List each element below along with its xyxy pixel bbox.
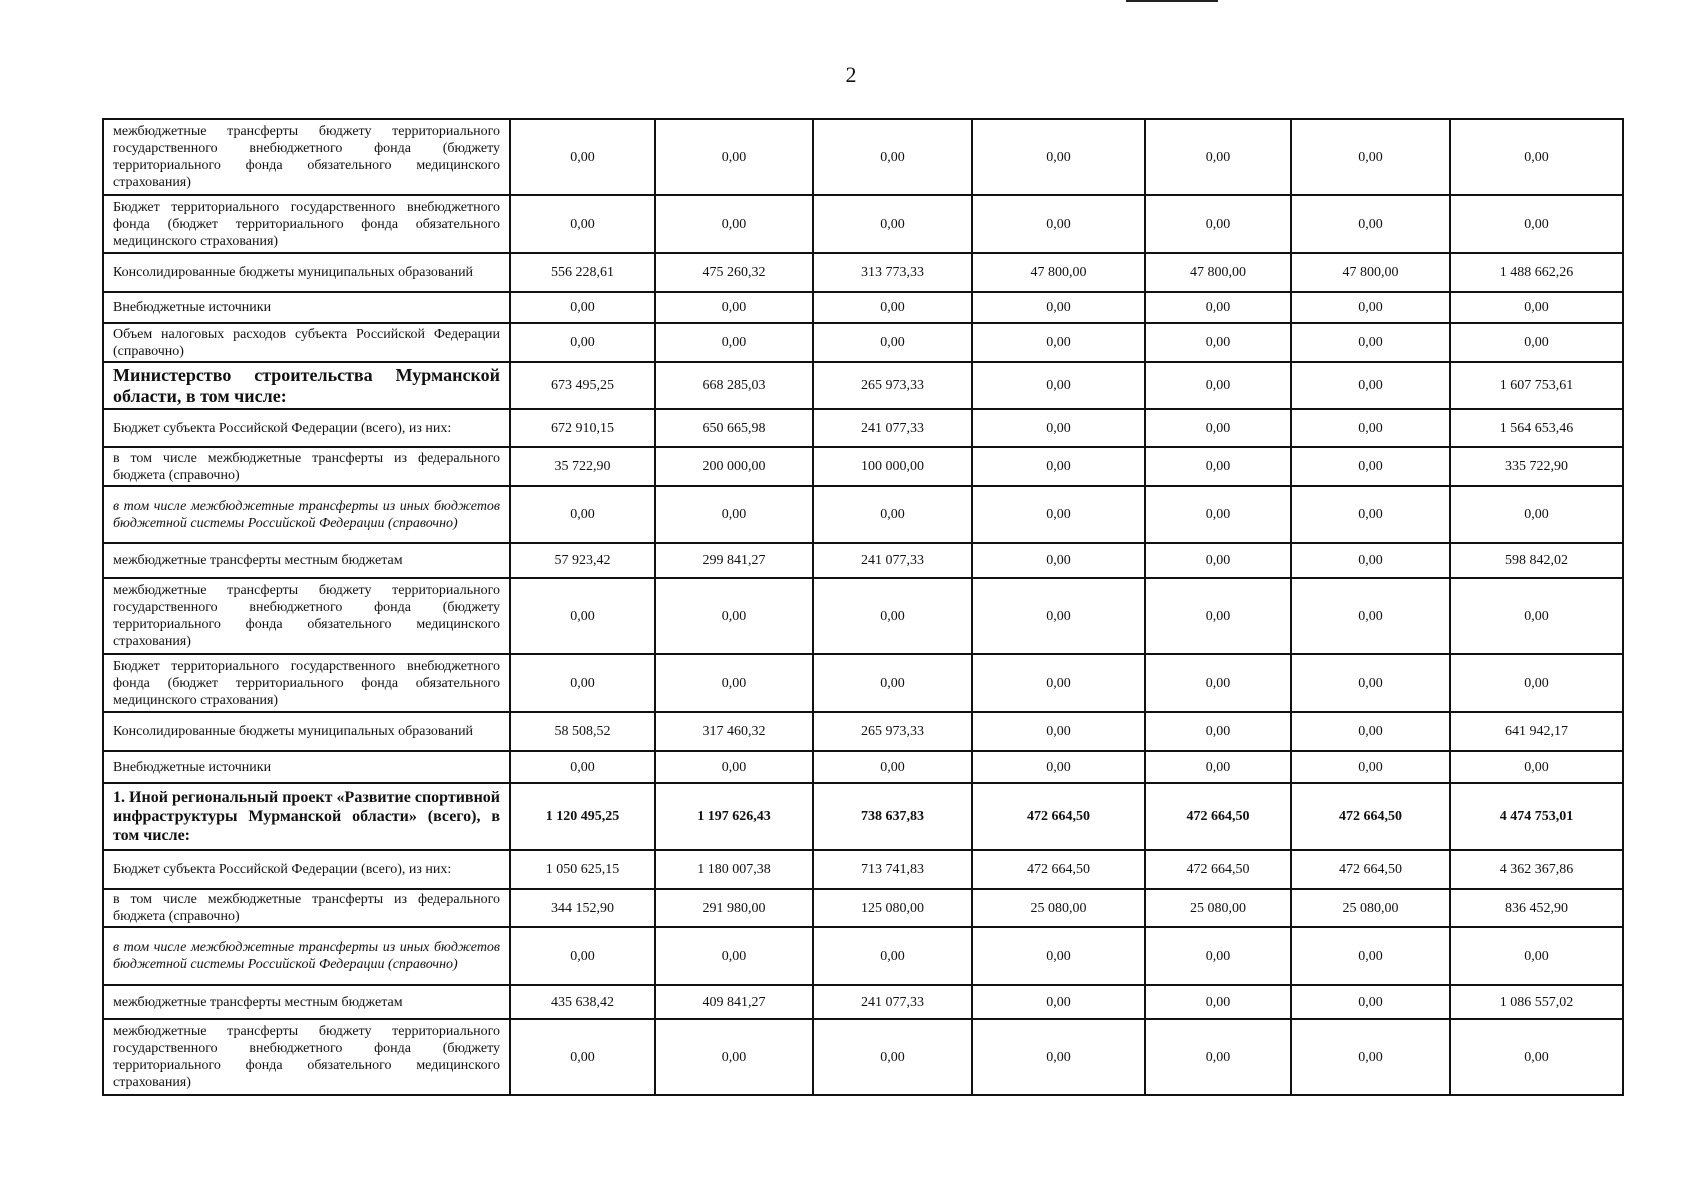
- table-row: [103, 985, 1623, 1019]
- table-row: [103, 447, 1623, 486]
- value-cell: 0,00: [813, 927, 972, 985]
- table-row: [103, 654, 1623, 712]
- page-number: 2: [845, 62, 857, 87]
- value-cell: 0,00: [1291, 362, 1450, 409]
- value-cell: 0,00: [972, 323, 1145, 362]
- value-cell: 35 722,90: [510, 447, 655, 486]
- value-cell: 0,00: [972, 119, 1145, 195]
- value-cell: 0,00: [1145, 654, 1291, 712]
- value-cell: 0,00: [510, 323, 655, 362]
- budget-table-body: [103, 119, 1623, 1095]
- value-cell: 0,00: [972, 195, 1145, 253]
- value-cell: 0,00: [1291, 712, 1450, 751]
- value-cell: 47 800,00: [1291, 253, 1450, 292]
- value-cell: 0,00: [655, 654, 813, 712]
- value-cell: 4 474 753,01: [1450, 783, 1623, 850]
- value-cell: 836 452,90: [1450, 889, 1623, 927]
- value-cell: 0,00: [1145, 712, 1291, 751]
- value-cell: 1 488 662,26: [1450, 253, 1623, 292]
- value-cell: 0,00: [972, 751, 1145, 783]
- value-cell: 0,00: [1291, 751, 1450, 783]
- value-cell: 713 741,83: [813, 850, 972, 889]
- value-cell: 0,00: [972, 447, 1145, 486]
- value-cell: 0,00: [972, 654, 1145, 712]
- row-label: Внебюджетные источники: [103, 292, 510, 323]
- value-cell: 0,00: [1291, 119, 1450, 195]
- row-label: Консолидированные бюджеты муниципальных образований: [103, 253, 510, 292]
- value-cell: 0,00: [972, 543, 1145, 578]
- value-cell: 0,00: [813, 119, 972, 195]
- value-cell: 57 923,42: [510, 543, 655, 578]
- value-cell: 0,00: [1450, 578, 1623, 654]
- value-cell: 0,00: [1145, 195, 1291, 253]
- row-label: в том числе межбюджетные трансферты из иных бюджетов бюджетной системы Российской Федерации (справочно): [103, 927, 510, 985]
- value-cell: 0,00: [1291, 927, 1450, 985]
- table-row: [103, 486, 1623, 543]
- value-cell: 0,00: [1450, 927, 1623, 985]
- value-cell: 0,00: [813, 195, 972, 253]
- table-row: [103, 543, 1623, 578]
- value-cell: 0,00: [1450, 119, 1623, 195]
- value-cell: 672 910,15: [510, 409, 655, 447]
- value-cell: 0,00: [1145, 119, 1291, 195]
- value-cell: 0,00: [1145, 292, 1291, 323]
- row-label: Бюджет территориального государственного внебюджетного фонда (бюджет территориального фонда обязательного медицинского страхования): [103, 195, 510, 253]
- row-label: в том числе межбюджетные трансферты из иных бюджетов бюджетной системы Российской Федерации (справочно): [103, 486, 510, 543]
- value-cell: 472 664,50: [1291, 850, 1450, 889]
- table-row: [103, 751, 1623, 783]
- row-label: межбюджетные трансферты бюджету территориального государственного внебюджетного фонда (бюджету территориального фонда обязательного медицинского страхования): [103, 578, 510, 654]
- value-cell: 1 050 625,15: [510, 850, 655, 889]
- value-cell: 0,00: [972, 578, 1145, 654]
- value-cell: 0,00: [510, 654, 655, 712]
- value-cell: 0,00: [1291, 195, 1450, 253]
- value-cell: 0,00: [655, 323, 813, 362]
- value-cell: 0,00: [1145, 985, 1291, 1019]
- value-cell: 0,00: [510, 486, 655, 543]
- value-cell: 25 080,00: [972, 889, 1145, 927]
- value-cell: 0,00: [972, 409, 1145, 447]
- value-cell: 472 664,50: [1145, 783, 1291, 850]
- table-row: [103, 323, 1623, 362]
- table-row: [103, 409, 1623, 447]
- value-cell: 409 841,27: [655, 985, 813, 1019]
- value-cell: 1 086 557,02: [1450, 985, 1623, 1019]
- value-cell: 0,00: [813, 323, 972, 362]
- value-cell: 0,00: [655, 927, 813, 985]
- value-cell: 0,00: [813, 1019, 972, 1095]
- value-cell: 0,00: [972, 985, 1145, 1019]
- value-cell: 0,00: [972, 927, 1145, 985]
- value-cell: 0,00: [510, 578, 655, 654]
- value-cell: 0,00: [972, 712, 1145, 751]
- value-cell: 335 722,90: [1450, 447, 1623, 486]
- value-cell: 0,00: [655, 751, 813, 783]
- value-cell: 0,00: [1145, 1019, 1291, 1095]
- value-cell: 4 362 367,86: [1450, 850, 1623, 889]
- value-cell: 0,00: [655, 1019, 813, 1095]
- value-cell: 475 260,32: [655, 253, 813, 292]
- value-cell: 598 842,02: [1450, 543, 1623, 578]
- value-cell: 1 180 007,38: [655, 850, 813, 889]
- value-cell: 472 664,50: [1291, 783, 1450, 850]
- value-cell: 0,00: [655, 292, 813, 323]
- value-cell: 0,00: [1450, 751, 1623, 783]
- value-cell: 0,00: [510, 927, 655, 985]
- value-cell: 0,00: [510, 195, 655, 253]
- value-cell: 241 077,33: [813, 985, 972, 1019]
- value-cell: 0,00: [1145, 447, 1291, 486]
- value-cell: 0,00: [510, 292, 655, 323]
- value-cell: 738 637,83: [813, 783, 972, 850]
- value-cell: 0,00: [1291, 292, 1450, 323]
- value-cell: 241 077,33: [813, 543, 972, 578]
- row-label: межбюджетные трансферты бюджету территориального государственного внебюджетного фонда (бюджету территориального фонда обязательного медицинского страхования): [103, 1019, 510, 1095]
- value-cell: 650 665,98: [655, 409, 813, 447]
- value-cell: 0,00: [1291, 1019, 1450, 1095]
- value-cell: 0,00: [813, 751, 972, 783]
- value-cell: 472 664,50: [972, 783, 1145, 850]
- table-row: [103, 362, 1623, 409]
- value-cell: 0,00: [1291, 486, 1450, 543]
- value-cell: 0,00: [972, 292, 1145, 323]
- table-row: [103, 119, 1623, 195]
- value-cell: 0,00: [655, 195, 813, 253]
- row-label: Консолидированные бюджеты муниципальных образований: [103, 712, 510, 751]
- value-cell: 299 841,27: [655, 543, 813, 578]
- table-row: [103, 195, 1623, 253]
- value-cell: 0,00: [1450, 292, 1623, 323]
- row-label: в том числе межбюджетные трансферты из федерального бюджета (справочно): [103, 889, 510, 927]
- row-label: межбюджетные трансферты бюджету территориального государственного внебюджетного фонда (бюджету территориального фонда обязательного медицинского страхования): [103, 119, 510, 195]
- value-cell: 0,00: [1291, 543, 1450, 578]
- row-label: Бюджет территориального государственного внебюджетного фонда (бюджет территориального фонда обязательного медицинского страхования): [103, 654, 510, 712]
- value-cell: 1 197 626,43: [655, 783, 813, 850]
- value-cell: 0,00: [510, 751, 655, 783]
- value-cell: 0,00: [813, 654, 972, 712]
- value-cell: 125 080,00: [813, 889, 972, 927]
- row-label: 1. Иной региональный проект «Развитие спортивной инфраструктуры Мурманской области» (всего), в том числе:: [103, 783, 510, 850]
- value-cell: 0,00: [813, 486, 972, 543]
- value-cell: 0,00: [1291, 409, 1450, 447]
- row-label: Бюджет субъекта Российской Федерации (всего), из них:: [103, 850, 510, 889]
- value-cell: 0,00: [1145, 578, 1291, 654]
- value-cell: 0,00: [655, 578, 813, 654]
- value-cell: 0,00: [1145, 362, 1291, 409]
- table-row: [103, 889, 1623, 927]
- value-cell: 0,00: [1291, 323, 1450, 362]
- value-cell: 58 508,52: [510, 712, 655, 751]
- value-cell: 0,00: [655, 119, 813, 195]
- row-label: Бюджет субъекта Российской Федерации (всего), из них:: [103, 409, 510, 447]
- value-cell: 0,00: [1450, 323, 1623, 362]
- table-row: [103, 927, 1623, 985]
- value-cell: 641 942,17: [1450, 712, 1623, 751]
- value-cell: 47 800,00: [1145, 253, 1291, 292]
- value-cell: 0,00: [1450, 1019, 1623, 1095]
- value-cell: 556 228,61: [510, 253, 655, 292]
- value-cell: 472 664,50: [1145, 850, 1291, 889]
- value-cell: 668 285,03: [655, 362, 813, 409]
- row-label: межбюджетные трансферты местным бюджетам: [103, 985, 510, 1019]
- value-cell: 0,00: [655, 486, 813, 543]
- value-cell: 100 000,00: [813, 447, 972, 486]
- value-cell: 317 460,32: [655, 712, 813, 751]
- value-cell: 435 638,42: [510, 985, 655, 1019]
- value-cell: 0,00: [972, 1019, 1145, 1095]
- row-label: в том числе межбюджетные трансферты из федерального бюджета (справочно): [103, 447, 510, 486]
- value-cell: 0,00: [1291, 578, 1450, 654]
- value-cell: 47 800,00: [972, 253, 1145, 292]
- table-row: [103, 292, 1623, 323]
- value-cell: 0,00: [1450, 654, 1623, 712]
- table-row: [103, 253, 1623, 292]
- table-row: [103, 783, 1623, 850]
- value-cell: 0,00: [1291, 654, 1450, 712]
- value-cell: 0,00: [972, 362, 1145, 409]
- value-cell: 0,00: [1145, 323, 1291, 362]
- value-cell: 265 973,33: [813, 712, 972, 751]
- value-cell: 265 973,33: [813, 362, 972, 409]
- value-cell: 241 077,33: [813, 409, 972, 447]
- value-cell: 673 495,25: [510, 362, 655, 409]
- value-cell: 0,00: [1291, 985, 1450, 1019]
- row-label: Министерство строительства Мурманской области, в том числе:: [103, 362, 510, 409]
- table-row: [103, 1019, 1623, 1095]
- row-label: Внебюджетные источники: [103, 751, 510, 783]
- value-cell: 1 120 495,25: [510, 783, 655, 850]
- value-cell: 0,00: [1145, 409, 1291, 447]
- value-cell: 1 607 753,61: [1450, 362, 1623, 409]
- row-label: Объем налоговых расходов субъекта Российской Федерации (справочно): [103, 323, 510, 362]
- value-cell: 0,00: [1291, 447, 1450, 486]
- table-row: [103, 850, 1623, 889]
- value-cell: 0,00: [1145, 486, 1291, 543]
- value-cell: 0,00: [510, 119, 655, 195]
- value-cell: 0,00: [1450, 486, 1623, 543]
- table-row: [103, 712, 1623, 751]
- value-cell: 25 080,00: [1145, 889, 1291, 927]
- budget-table: [102, 118, 1624, 1096]
- value-cell: 0,00: [813, 292, 972, 323]
- value-cell: 472 664,50: [972, 850, 1145, 889]
- value-cell: 0,00: [1145, 927, 1291, 985]
- value-cell: 1 564 653,46: [1450, 409, 1623, 447]
- value-cell: 0,00: [813, 578, 972, 654]
- table-row: [103, 578, 1623, 654]
- value-cell: 200 000,00: [655, 447, 813, 486]
- value-cell: 25 080,00: [1291, 889, 1450, 927]
- value-cell: 291 980,00: [655, 889, 813, 927]
- value-cell: 0,00: [1145, 751, 1291, 783]
- value-cell: 0,00: [1145, 543, 1291, 578]
- value-cell: 313 773,33: [813, 253, 972, 292]
- value-cell: 0,00: [510, 1019, 655, 1095]
- value-cell: 0,00: [1450, 195, 1623, 253]
- value-cell: 0,00: [972, 486, 1145, 543]
- value-cell: 344 152,90: [510, 889, 655, 927]
- header-rule-mark: [1126, 0, 1218, 2]
- row-label: межбюджетные трансферты местным бюджетам: [103, 543, 510, 578]
